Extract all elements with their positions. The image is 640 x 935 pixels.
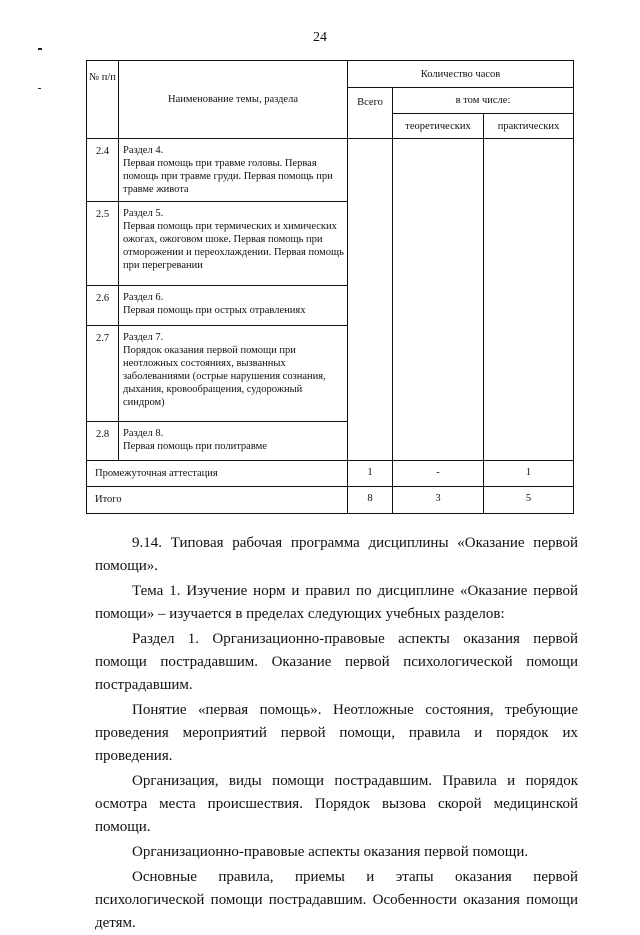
- body-text: [95, 532, 578, 935]
- page-number: 24: [313, 30, 327, 45]
- row-name: [119, 286, 348, 326]
- summary-total: 8: [348, 487, 393, 514]
- row-desc: Порядок оказания первой помощи при неотложных состояниях, вызванных заболеваниями (острые нарушения сознания, дыхания, кровообращения, судорожный синдром): [123, 345, 326, 408]
- row-num: 2.6: [87, 286, 119, 326]
- row-title: Раздел 4.: [123, 145, 164, 156]
- paragraph-section-1: Раздел 1. Организационно-правовые аспекты оказания первой помощи пострадавшим. Оказание первой психологической помощи пострадавшим.: [95, 631, 578, 693]
- header-theoretical: теоретических: [393, 114, 484, 139]
- theory-cell: [393, 139, 484, 461]
- row-desc: Первая помощь при острых отравлениях: [123, 305, 306, 316]
- row-name: [119, 139, 348, 202]
- total-cell: [348, 139, 393, 461]
- header-hours: Количество часов: [348, 61, 574, 88]
- row-desc: Первая помощь при термических и химических ожогах, ожоговом шоке. Первая помощь при отморожении и переохлаждении. Первая помощь при перегревании: [123, 221, 344, 271]
- header-name: Наименование темы, раздела: [119, 61, 348, 139]
- header-num: № п/п: [87, 61, 119, 139]
- summary-practice: 5: [484, 487, 574, 514]
- summary-label: Промежуточная аттестация: [87, 461, 348, 487]
- header-including: в том числе:: [393, 88, 574, 114]
- paragraph-organization: Организация, виды помощи пострадавшим. Правила и порядок осмотра места происшествия. Порядок вызова скорой медицинской помощи.: [95, 773, 578, 835]
- row-title: Раздел 8.: [123, 428, 164, 439]
- table-row: [87, 139, 574, 202]
- summary-theory: 3: [393, 487, 484, 514]
- row-num: 2.8: [87, 422, 119, 461]
- row-name: [119, 326, 348, 422]
- paragraph-psychological-aid: Основные правила, приемы и этапы оказания первой психологической помощи пострадавшим. Особенности оказания помощи детям.: [95, 869, 578, 931]
- paragraph-topic-1: Тема 1. Изучение норм и правил по дисциплине «Оказание первой помощи» – изучается в пределах следующих учебных разделов:: [95, 583, 578, 622]
- header-total: Всего: [348, 88, 393, 139]
- row-name: [119, 422, 348, 461]
- paragraph-program-title: 9.14. Типовая рабочая программа дисциплины «Оказание первой помощи».: [95, 535, 578, 574]
- summary-label: Итого: [87, 487, 348, 514]
- row-title: Раздел 5.: [123, 208, 164, 219]
- summary-row: [87, 461, 574, 487]
- row-desc: Первая помощь при политравме: [123, 441, 267, 452]
- row-num: 2.7: [87, 326, 119, 422]
- paragraph-first-aid-concept: Понятие «первая помощь». Неотложные состояния, требующие проведения мероприятий первой помощи, правила и порядок их проведения.: [95, 702, 578, 764]
- row-name: [119, 202, 348, 286]
- margin-mark: [38, 48, 42, 50]
- row-num: 2.5: [87, 202, 119, 286]
- row-num: 2.4: [87, 139, 119, 202]
- practice-cell: [484, 139, 574, 461]
- summary-total: 1: [348, 461, 393, 487]
- header-practical: практических: [484, 114, 574, 139]
- summary-practice: 1: [484, 461, 574, 487]
- margin-mark: [38, 88, 41, 89]
- hours-table: [86, 60, 574, 514]
- summary-theory: -: [393, 461, 484, 487]
- row-title: Раздел 7.: [123, 332, 164, 343]
- row-title: Раздел 6.: [123, 292, 164, 303]
- paragraph-legal-aspects: Организационно-правовые аспекты оказания первой помощи.: [132, 844, 529, 860]
- row-desc: Первая помощь при травме головы. Первая помощь при травме груди. Первая помощь при травме живота: [123, 158, 333, 195]
- summary-row: [87, 487, 574, 514]
